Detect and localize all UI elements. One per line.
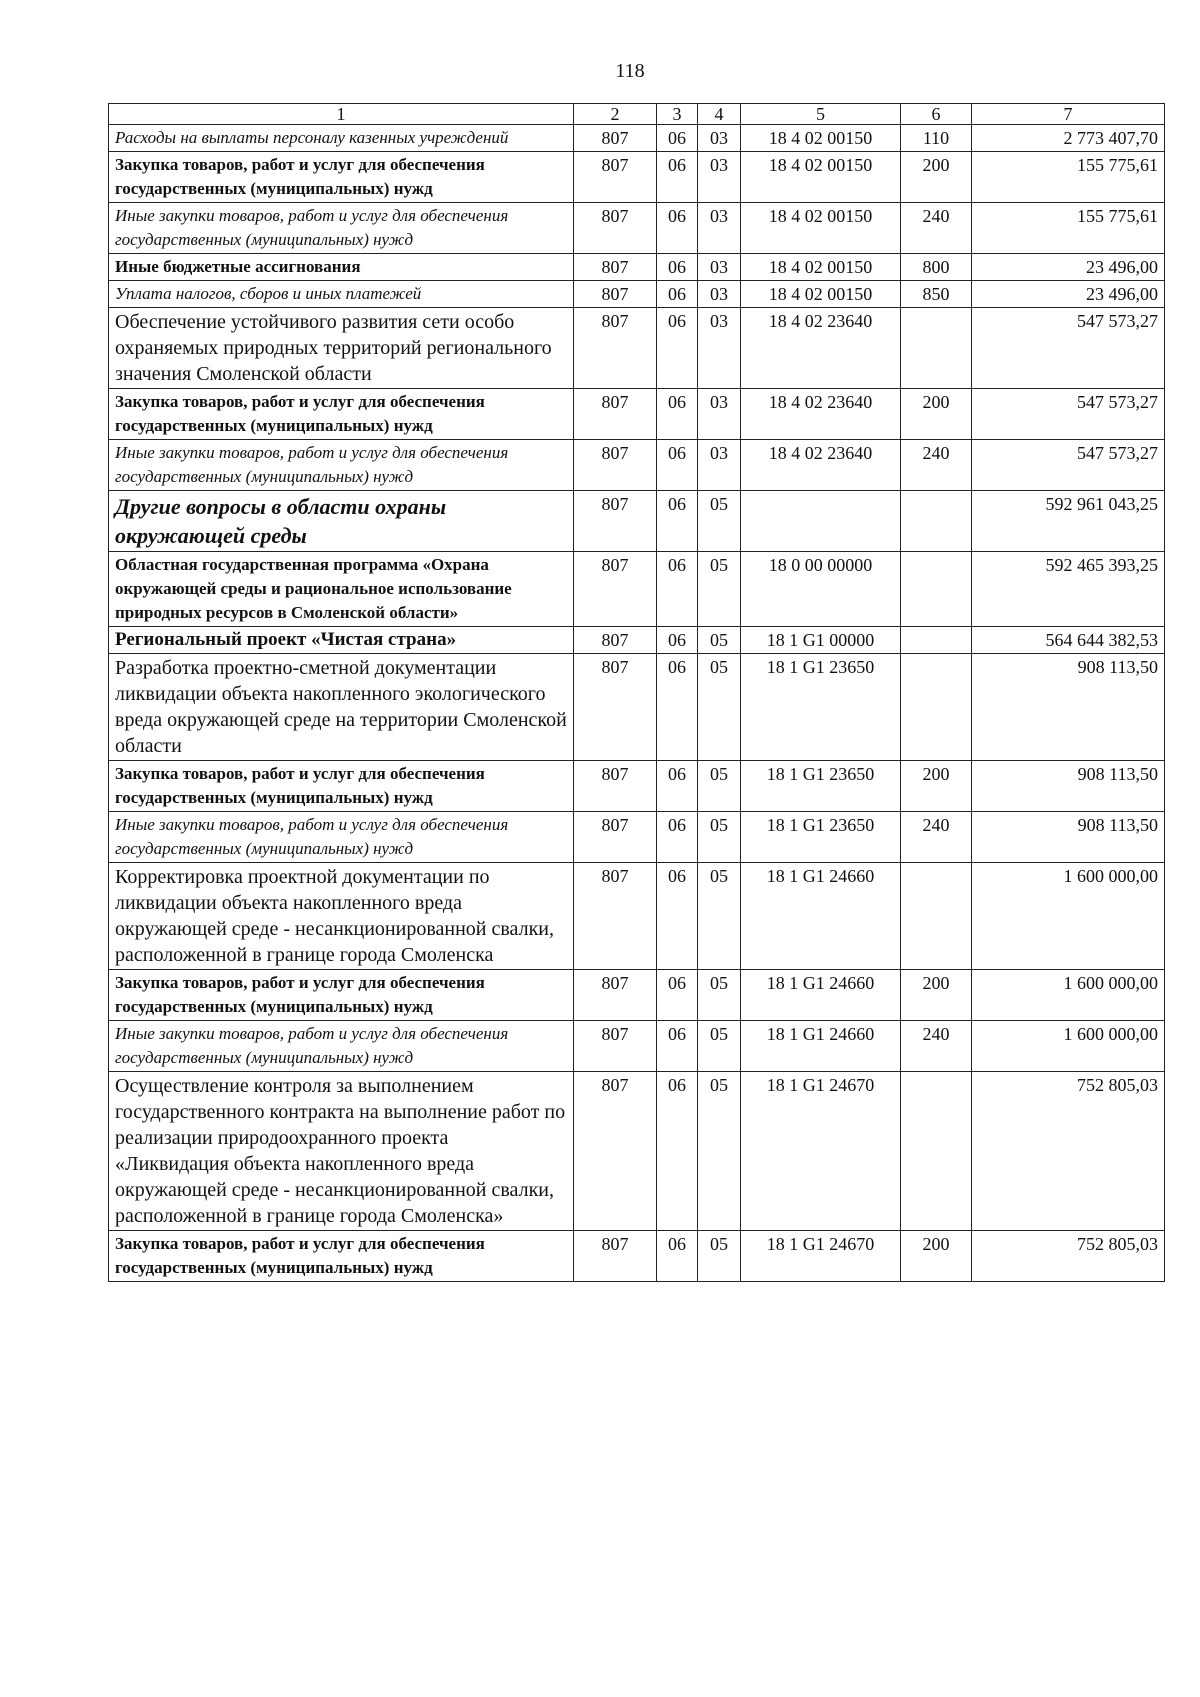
row-admin-code-cell: 807 <box>574 1231 657 1282</box>
row-admin-code-cell: 807 <box>574 152 657 203</box>
row-section-cell: 06 <box>657 254 698 281</box>
row-amount-cell: 23 496,00 <box>972 281 1165 308</box>
row-name-cell: Уплата налогов, сборов и иных платежей <box>109 281 574 308</box>
row-section-cell: 06 <box>657 761 698 812</box>
header-col-7: 7 <box>972 104 1165 125</box>
header-col-2: 2 <box>574 104 657 125</box>
row-subsection-cell: 05 <box>698 812 741 863</box>
row-admin-code-cell: 807 <box>574 281 657 308</box>
row-target-article-cell <box>741 491 901 552</box>
table-row <box>109 389 1165 440</box>
header-col-5: 5 <box>741 104 901 125</box>
row-subsection-cell: 03 <box>698 308 741 389</box>
row-expense-type-cell: 240 <box>901 812 972 863</box>
row-amount-cell: 547 573,27 <box>972 440 1165 491</box>
table-row <box>109 552 1165 627</box>
row-expense-type-cell <box>901 308 972 389</box>
row-name-cell: Другие вопросы в области охраны окружающей среды <box>109 491 574 552</box>
row-expense-type-cell <box>901 1072 972 1231</box>
row-subsection-cell: 05 <box>698 1231 741 1282</box>
row-admin-code-cell: 807 <box>574 440 657 491</box>
row-expense-type-cell <box>901 491 972 552</box>
row-target-article-cell: 18 1 G1 24660 <box>741 1021 901 1072</box>
row-amount-cell: 547 573,27 <box>972 389 1165 440</box>
row-subsection-cell: 03 <box>698 440 741 491</box>
row-subsection-cell: 03 <box>698 125 741 152</box>
row-target-article-cell: 18 1 G1 00000 <box>741 627 901 654</box>
row-name-cell: Закупка товаров, работ и услуг для обеспечения государственных (муниципальных) нужд <box>109 152 574 203</box>
header-col-3: 3 <box>657 104 698 125</box>
row-subsection-cell: 03 <box>698 281 741 308</box>
row-name-cell: Осуществление контроля за выполнением государственного контракта на выполнение работ по реализации природоохранного проекта «Ликвидация объекта накопленного вреда окружающей среде - несанкционированной свалки, расположенной в границе города Смоленска» <box>109 1072 574 1231</box>
row-admin-code-cell: 807 <box>574 125 657 152</box>
row-admin-code-cell: 807 <box>574 308 657 389</box>
row-name-cell: Закупка товаров, работ и услуг для обеспечения государственных (муниципальных) нужд <box>109 970 574 1021</box>
row-expense-type-cell: 200 <box>901 970 972 1021</box>
row-name-cell: Корректировка проектной документации по ликвидации объекта накопленного вреда окружающей среде - несанкционированной свалки, расположенной в границе города Смоленска <box>109 863 574 970</box>
table-row <box>109 1231 1165 1282</box>
table-row <box>109 1021 1165 1072</box>
row-admin-code-cell: 807 <box>574 491 657 552</box>
row-amount-cell: 155 775,61 <box>972 152 1165 203</box>
row-subsection-cell: 03 <box>698 389 741 440</box>
page-number: 118 <box>615 60 645 82</box>
row-admin-code-cell: 807 <box>574 812 657 863</box>
row-amount-cell: 752 805,03 <box>972 1231 1165 1282</box>
row-amount-cell: 547 573,27 <box>972 308 1165 389</box>
row-expense-type-cell: 240 <box>901 440 972 491</box>
row-section-cell: 06 <box>657 1021 698 1072</box>
row-section-cell: 06 <box>657 203 698 254</box>
row-target-article-cell: 18 1 G1 23650 <box>741 654 901 761</box>
table-header-row <box>109 104 1165 125</box>
row-admin-code-cell: 807 <box>574 1072 657 1231</box>
table-row <box>109 125 1165 152</box>
row-name-cell: Областная государственная программа «Охрана окружающей среды и рациональное использование природных ресурсов в Смоленской области» <box>109 552 574 627</box>
row-subsection-cell: 05 <box>698 761 741 812</box>
row-target-article-cell: 18 4 02 23640 <box>741 440 901 491</box>
header-col-4: 4 <box>698 104 741 125</box>
row-amount-cell: 23 496,00 <box>972 254 1165 281</box>
row-subsection-cell: 05 <box>698 863 741 970</box>
row-section-cell: 06 <box>657 970 698 1021</box>
row-target-article-cell: 18 1 G1 24670 <box>741 1231 901 1282</box>
row-name-cell: Закупка товаров, работ и услуг для обеспечения государственных (муниципальных) нужд <box>109 1231 574 1282</box>
row-section-cell: 06 <box>657 125 698 152</box>
row-admin-code-cell: 807 <box>574 761 657 812</box>
row-amount-cell: 564 644 382,53 <box>972 627 1165 654</box>
header-col-6: 6 <box>901 104 972 125</box>
row-section-cell: 06 <box>657 552 698 627</box>
row-name-cell: Расходы на выплаты персоналу казенных учреждений <box>109 125 574 152</box>
row-target-article-cell: 18 1 G1 24670 <box>741 1072 901 1231</box>
row-target-article-cell: 18 0 00 00000 <box>741 552 901 627</box>
row-expense-type-cell: 800 <box>901 254 972 281</box>
row-section-cell: 06 <box>657 491 698 552</box>
row-amount-cell: 592 465 393,25 <box>972 552 1165 627</box>
row-subsection-cell: 05 <box>698 970 741 1021</box>
row-expense-type-cell <box>901 654 972 761</box>
row-admin-code-cell: 807 <box>574 1021 657 1072</box>
row-target-article-cell: 18 4 02 00150 <box>741 125 901 152</box>
row-subsection-cell: 05 <box>698 1072 741 1231</box>
row-name-cell: Иные закупки товаров, работ и услуг для обеспечения государственных (муниципальных) нужд <box>109 203 574 254</box>
row-section-cell: 06 <box>657 440 698 491</box>
header-col-1: 1 <box>109 104 574 125</box>
table-row <box>109 812 1165 863</box>
table-row <box>109 254 1165 281</box>
row-amount-cell: 1 600 000,00 <box>972 863 1165 970</box>
row-amount-cell: 1 600 000,00 <box>972 1021 1165 1072</box>
row-name-cell: Обеспечение устойчивого развития сети особо охраняемых природных территорий регионального значения Смоленской области <box>109 308 574 389</box>
row-expense-type-cell: 200 <box>901 761 972 812</box>
row-amount-cell: 592 961 043,25 <box>972 491 1165 552</box>
row-section-cell: 06 <box>657 654 698 761</box>
row-target-article-cell: 18 4 02 00150 <box>741 281 901 308</box>
table-row <box>109 203 1165 254</box>
row-name-cell: Закупка товаров, работ и услуг для обеспечения государственных (муниципальных) нужд <box>109 761 574 812</box>
row-target-article-cell: 18 4 02 00150 <box>741 203 901 254</box>
row-expense-type-cell: 850 <box>901 281 972 308</box>
row-target-article-cell: 18 4 02 23640 <box>741 389 901 440</box>
budget-table <box>108 103 1165 1282</box>
row-subsection-cell: 05 <box>698 627 741 654</box>
table-row <box>109 863 1165 970</box>
row-name-cell: Закупка товаров, работ и услуг для обеспечения государственных (муниципальных) нужд <box>109 389 574 440</box>
row-target-article-cell: 18 1 G1 24660 <box>741 970 901 1021</box>
row-target-article-cell: 18 1 G1 23650 <box>741 761 901 812</box>
row-amount-cell: 908 113,50 <box>972 761 1165 812</box>
row-amount-cell: 155 775,61 <box>972 203 1165 254</box>
row-expense-type-cell <box>901 627 972 654</box>
row-expense-type-cell: 240 <box>901 203 972 254</box>
row-expense-type-cell: 110 <box>901 125 972 152</box>
row-target-article-cell: 18 1 G1 23650 <box>741 812 901 863</box>
row-admin-code-cell: 807 <box>574 654 657 761</box>
row-target-article-cell: 18 4 02 23640 <box>741 308 901 389</box>
row-subsection-cell: 05 <box>698 654 741 761</box>
row-admin-code-cell: 807 <box>574 552 657 627</box>
table-row <box>109 970 1165 1021</box>
table-row <box>109 761 1165 812</box>
row-amount-cell: 752 805,03 <box>972 1072 1165 1231</box>
row-name-cell: Иные закупки товаров, работ и услуг для обеспечения государственных (муниципальных) нужд <box>109 1021 574 1072</box>
row-amount-cell: 908 113,50 <box>972 654 1165 761</box>
row-target-article-cell: 18 4 02 00150 <box>741 254 901 281</box>
row-name-cell: Иные закупки товаров, работ и услуг для обеспечения государственных (муниципальных) нужд <box>109 440 574 491</box>
row-name-cell: Иные закупки товаров, работ и услуг для обеспечения государственных (муниципальных) нужд <box>109 812 574 863</box>
row-amount-cell: 908 113,50 <box>972 812 1165 863</box>
row-section-cell: 06 <box>657 812 698 863</box>
row-section-cell: 06 <box>657 308 698 389</box>
row-admin-code-cell: 807 <box>574 627 657 654</box>
row-expense-type-cell: 240 <box>901 1021 972 1072</box>
row-subsection-cell: 03 <box>698 203 741 254</box>
row-amount-cell: 1 600 000,00 <box>972 970 1165 1021</box>
table-row <box>109 281 1165 308</box>
row-admin-code-cell: 807 <box>574 863 657 970</box>
table-row <box>109 1072 1165 1231</box>
row-admin-code-cell: 807 <box>574 970 657 1021</box>
table-row <box>109 152 1165 203</box>
row-expense-type-cell <box>901 552 972 627</box>
table-row <box>109 440 1165 491</box>
row-subsection-cell: 05 <box>698 1021 741 1072</box>
row-section-cell: 06 <box>657 152 698 203</box>
row-target-article-cell: 18 1 G1 24660 <box>741 863 901 970</box>
row-subsection-cell: 05 <box>698 491 741 552</box>
row-target-article-cell: 18 4 02 00150 <box>741 152 901 203</box>
row-amount-cell: 2 773 407,70 <box>972 125 1165 152</box>
row-expense-type-cell <box>901 863 972 970</box>
row-section-cell: 06 <box>657 1231 698 1282</box>
row-section-cell: 06 <box>657 1072 698 1231</box>
row-admin-code-cell: 807 <box>574 203 657 254</box>
table-row <box>109 308 1165 389</box>
row-expense-type-cell: 200 <box>901 1231 972 1282</box>
table-row <box>109 627 1165 654</box>
row-name-cell: Иные бюджетные ассигнования <box>109 254 574 281</box>
row-expense-type-cell: 200 <box>901 152 972 203</box>
row-name-cell: Разработка проектно-сметной документации ликвидации объекта накопленного экологического вреда окружающей среде на территории Смоленской области <box>109 654 574 761</box>
row-name-cell: Региональный проект «Чистая страна» <box>109 627 574 654</box>
row-admin-code-cell: 807 <box>574 389 657 440</box>
row-subsection-cell: 03 <box>698 254 741 281</box>
row-section-cell: 06 <box>657 627 698 654</box>
row-section-cell: 06 <box>657 863 698 970</box>
row-section-cell: 06 <box>657 389 698 440</box>
row-section-cell: 06 <box>657 281 698 308</box>
row-admin-code-cell: 807 <box>574 254 657 281</box>
row-expense-type-cell: 200 <box>901 389 972 440</box>
table-row <box>109 491 1165 552</box>
row-subsection-cell: 03 <box>698 152 741 203</box>
table-row <box>109 654 1165 761</box>
row-subsection-cell: 05 <box>698 552 741 627</box>
